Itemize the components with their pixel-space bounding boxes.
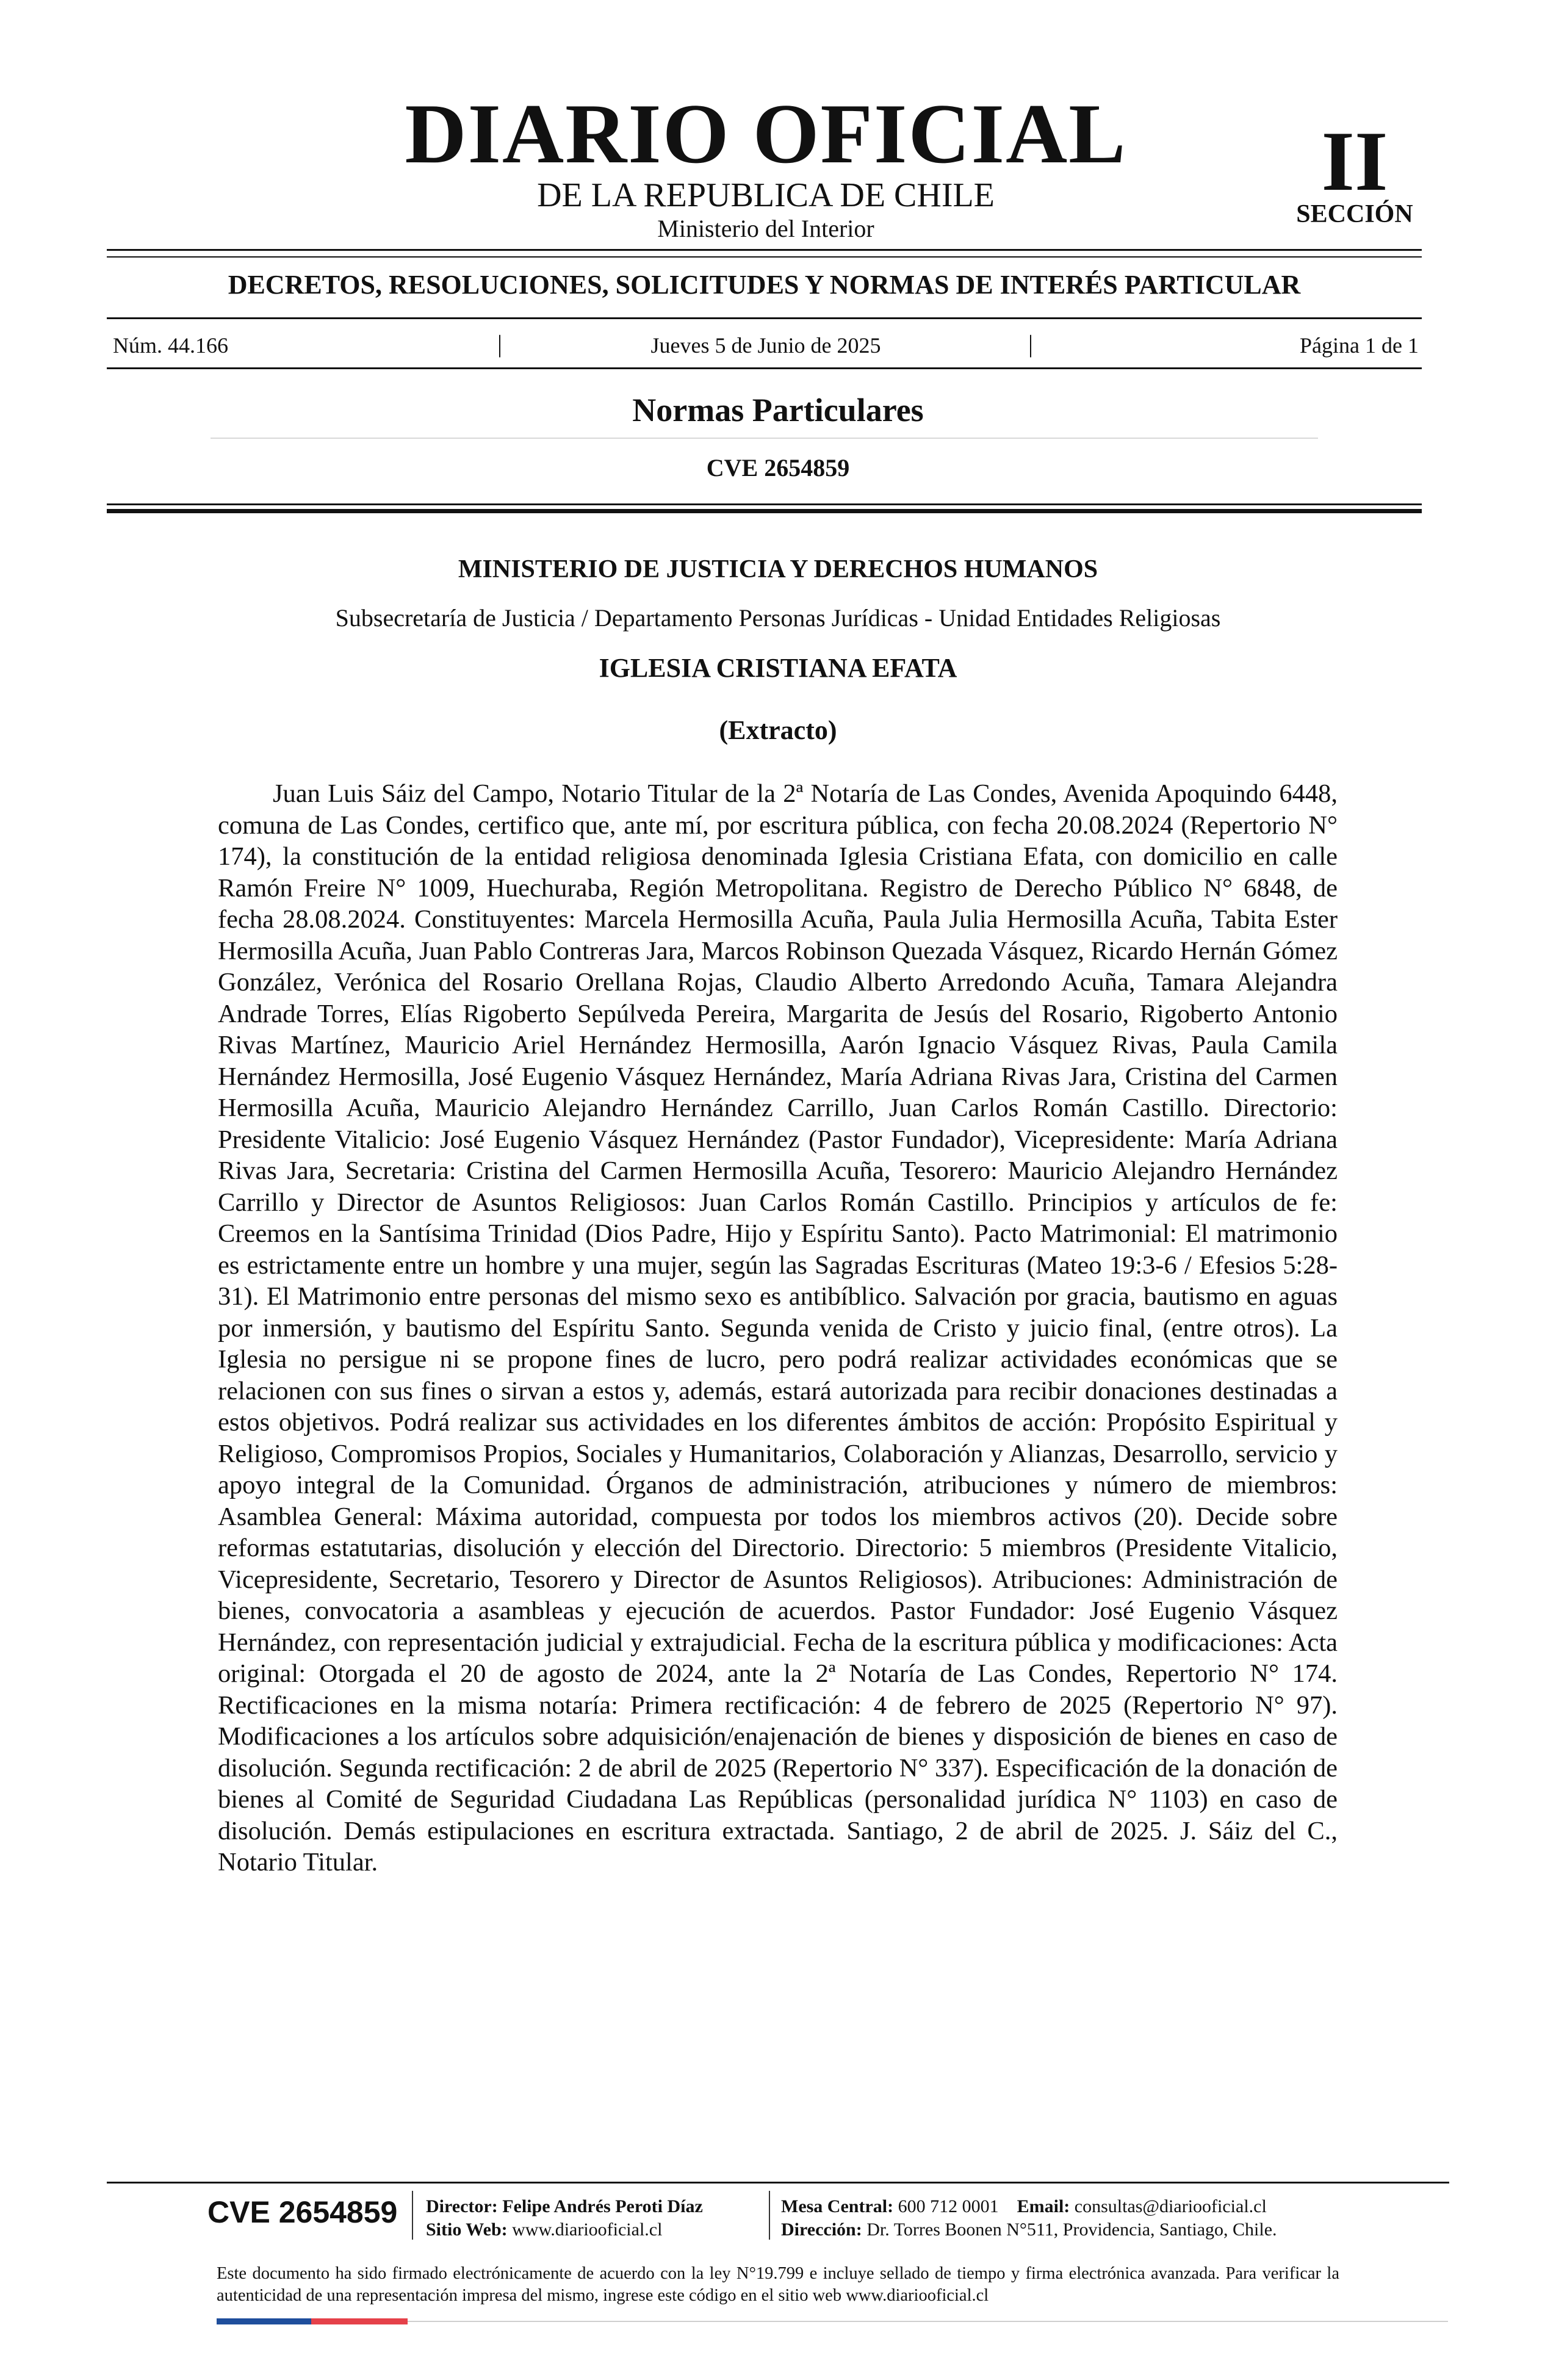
section-number: II bbox=[1321, 114, 1388, 209]
issue-separator: | bbox=[1028, 330, 1034, 358]
footer-legal-notice: Este documento ha sido firmado electrónicamente de acuerdo con la ley N°19.799 e incluye sellado de tiempo y firma electrónica avanzada. Para verificar la autenticidad de una representación impresa del mismo, ingrese este código en el sitio web www.diariooficial.cl bbox=[217, 2264, 1339, 2305]
address-label: Dirección: bbox=[781, 2220, 862, 2240]
issue-divider bbox=[107, 367, 1422, 369]
address-value: Dr. Torres Boonen N°511, Providencia, Santiago, Chile. bbox=[866, 2220, 1277, 2240]
issue-number: Núm. 44.166 bbox=[113, 333, 228, 358]
issue-separator: | bbox=[497, 330, 503, 358]
flag-stripe-blue bbox=[217, 2318, 311, 2324]
subsecretaria-line: Subsecretaría de Justicia / Departamento Personas Jurídicas - Unidad Entidades Religiosas bbox=[335, 604, 1221, 632]
footer-divider bbox=[107, 2182, 1449, 2183]
header-divider-bottom bbox=[107, 256, 1422, 258]
section-title: Normas Particulares bbox=[632, 392, 924, 428]
director-label: Director: bbox=[426, 2196, 498, 2216]
flag-stripe-line bbox=[408, 2321, 1448, 2322]
footer-separator bbox=[412, 2191, 413, 2240]
footer-contact-block bbox=[781, 2195, 1277, 2241]
cve-code: CVE 2654859 bbox=[706, 454, 850, 481]
site-label: Sitio Web: bbox=[426, 2220, 508, 2240]
entity-name: IGLESIA CRISTIANA EFATA bbox=[599, 653, 957, 683]
email-link[interactable]: consultas@diariooficial.cl bbox=[1074, 2196, 1267, 2216]
content-divider-bottom bbox=[107, 509, 1422, 513]
page-number: Página 1 de 1 bbox=[1300, 333, 1419, 358]
content-divider-top bbox=[107, 503, 1422, 505]
footer-director-block bbox=[426, 2195, 703, 2241]
issue-date: Jueves 5 de Junio de 2025 bbox=[650, 333, 881, 358]
extract-label: (Extracto) bbox=[719, 715, 837, 745]
banner-divider bbox=[107, 317, 1422, 319]
director-name: Felipe Andrés Peroti Díaz bbox=[502, 2196, 703, 2216]
email-label: Email: bbox=[1017, 2196, 1070, 2216]
footer-cve-code: CVE 2654859 bbox=[207, 2195, 398, 2229]
footer-separator bbox=[769, 2191, 770, 2240]
title-divider bbox=[211, 438, 1318, 439]
header-divider-top bbox=[107, 249, 1422, 251]
extract-body: Juan Luis Sáiz del Campo, Notario Titular de la 2ª Notaría de Las Condes, Avenida Apoquindo 6448, comuna de Las Condes, certifico que, ante mí, por escritura pública, con fecha 20.08.2024 (Repertorio N° 174), la constitución de la entidad religiosa denominada Iglesia Cristiana Efata, con domicilio en calle Ramón Freire N° 1009, Huechuraba, Región Metropolitana. Registro de Derecho Público N° 6848, de fecha 28.08.2024. Constituyentes: Marcela Hermosilla Acuña, Paula Julia Hermosilla Acuña, Tabita Ester Hermosilla Acuña, Juan Pablo Contreras Jara, Marcos Robinson Quezada Vásquez, Ricardo Hernán Gómez González, Verónica del Rosario Orellana Rojas, Claudio Alberto Arredondo Acuña, Tamara Alejandra Andrade Torres, Elías Rigoberto Sepúlveda Pereira, Margarita de Jesús del Rosario, Rigoberto Antonio Rivas Martínez, Mauricio Ariel Hernández Hermosilla, Aarón Ignacio Vásquez Rivas, Paula Camila Hernández Hermosilla, José Eugenio Vásquez Hernández, María Adriana Rivas Jara, Cristina del Carmen Hermosilla Acuña, Mauricio Alejandro Hernández Carrillo, Juan Carlos Román Castillo. Directorio: Presidente Vitalicio: José Eugenio Vásquez Hernández (Pastor Fundador), Vicepresidente: María Adriana Rivas Jara, Secretaria: Cristina del Carmen Hermosilla Acuña, Tesorero: Mauricio Alejandro Hernández Carrillo y Director de Asuntos Religiosos: Juan Carlos Román Castillo. Principios y artículos de fe: Creemos en la Santísima Trinidad (Dios Padre, Hijo y Espíritu Santo). Pacto Matrimonial: El matrimonio es estrictamente entre un hombre y una mujer, según las Sagradas Escrituras (Mateo 19:3-6 / Efesios 5:28-31). El Matrimonio entre personas del mismo sexo es antibíblico. Salvación por gracia, bautismo en aguas por inmersión, y bautismo del Espíritu Santo. Segunda venida de Cristo y juicio final, (entre otros). La Iglesia no persigue ni se propone fines de lucro, pero podrá realizar actividades económicas que se relacionen con sus fines o sirvan a estos y, además, estará autorizada para recibir donaciones destinadas a estos objetivos. Podrá realizar sus actividades en los diferentes ámbitos de acción: Propósito Espiritual y Religioso, Compromisos Propios, Sociales y Humanitarios, Colaboración y Alianzas, Desarrollo, servicio y apoyo integral de la Comunidad. Órganos de administración, atribuciones y número de miembros: Asamblea General: Máxima autoridad, compuesta por todos los miembros activos (20). Decide sobre reformas estatutarias, disolución y elección del Directorio. Directorio: 5 miembros (Presidente Vitalicio, Vicepresidente, Secretario, Tesorero y Director de Asuntos Religiosos). Atribuciones: Administración de bienes, convocatoria a asambleas y ejecución de acuerdos. Pastor Fundador: José Eugenio Vásquez Hernández, con representación judicial y extrajudicial. Fecha de la escritura pública y modificaciones: Acta original: Otorgada el 20 de agosto de 2024, ante la 2ª Notaría de Las Condes, Repertorio N° 174. Rectificaciones en la misma notaría: Primera rectificación: 4 de febrero de 2025 (Repertorio N° 97). Modificaciones a los artículos sobre adquisición/enajenación de bienes y disposición de bienes en caso de disolución. Segunda rectificación: 2 de abril de 2025 (Repertorio N° 337). Especificación de la donación de bienes al Comité de Seguridad Ciudadana Las Repúblicas (personalidad jurídica N° 1103) en caso de disolución. Demás estipulaciones en escritura extractada. Santiago, 2 de abril de 2025. J. Sáiz del C., Notario Titular. bbox=[218, 779, 1338, 1877]
flag-stripe-red bbox=[311, 2318, 408, 2324]
ministry-heading: MINISTERIO DE JUSTICIA Y DERECHOS HUMANOS bbox=[458, 555, 1098, 583]
mesa-label: Mesa Central: bbox=[781, 2196, 894, 2216]
site-link[interactable]: www.diariooficial.cl bbox=[512, 2220, 663, 2240]
mesa-phone: 600 712 0001 bbox=[898, 2196, 999, 2216]
masthead-title: DIARIO OFICIAL bbox=[405, 87, 1127, 181]
masthead-ministry: Ministerio del Interior bbox=[657, 215, 874, 242]
section-label: SECCIÓN bbox=[1296, 200, 1413, 228]
masthead-subtitle: DE LA REPUBLICA DE CHILE bbox=[537, 176, 995, 214]
section-banner: DECRETOS, RESOLUCIONES, SOLICITUDES Y NORMAS DE INTERÉS PARTICULAR bbox=[228, 270, 1301, 300]
